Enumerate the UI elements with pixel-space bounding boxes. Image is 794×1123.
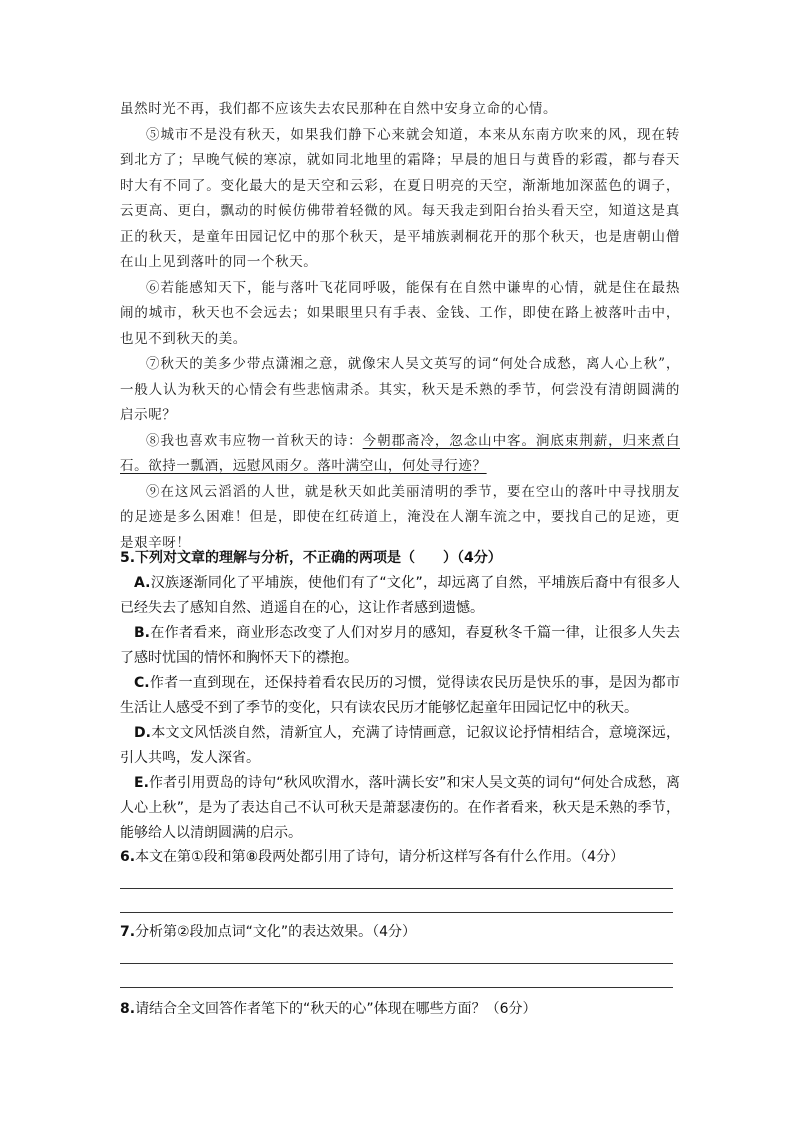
paragraph-6: ⑥若能感知天下，能与落叶飞花同呼吸，能保有在自然中谦卑的心情，就是住在最热闹的城市，秋天也不会远去；如果眼里只有手表、金钱、工作，即使在路上被落叶击中，也见不到秋天的美。 — [120, 279, 680, 347]
question-6-stem — [120, 845, 680, 870]
paragraph-5: ⑤城市不是没有秋天，如果我们静下心来就会知道，本来从东南方吹来的风，现在转到北方了；早晚气候的寒凉，就如同北地里的霜降；早晨的旭日与黄昏的彩霞，都与春天时大有不同了。变化最大的是天空和云彩，在夏日明亮的天空，渐渐地加深蓝色的调子，云更高、更白，飘动的时候仿佛带着轻微的风。每天我走到阳台抬头看天空，知道这是真正的秋天，是童年田园记忆中的那个秋天，是平埔族剥桐花开的那个秋天，也是唐朝山僧在山上见到落叶的同一个秋天。 — [120, 126, 680, 270]
option-e — [120, 771, 680, 846]
paragraph-continuation: 虽然时光不再，我们都不应该失去农民那种在自然中安身立命的心情。 — [120, 101, 558, 117]
option-letter: E. — [134, 775, 149, 791]
paragraph-8-lead: ⑧我也喜欢韦应物一首秋天的诗： — [146, 432, 363, 449]
question-8-text: 请结合全文回答作者笔下的“秋天的心”体现在哪些方面？（6分） — [135, 1001, 537, 1017]
option-text: 作者引用贾岛的诗句“秋风吹渭水，落叶满长安”和宋人吴文英的词句“何处合成愁，离人心上秋”，是为了表达自己不认可秋天是萧瑟凄伤的。在作者看来，秋天是禾熟的季节，能够给人以清朗圆满的启示。 — [120, 775, 680, 841]
question-number: 8. — [120, 1001, 136, 1017]
question-8-stem — [120, 997, 680, 1022]
question-7-stem — [120, 920, 680, 945]
question-5 — [120, 546, 680, 846]
question-8 — [120, 997, 680, 1022]
option-text: 作者一直到现在，还保持着看农民历的习惯，觉得读农民历是快乐的事，是因为都市生活让人感受不到了季节的变化，只有读农民历才能够忆起童年田园记忆中的秋天。 — [120, 675, 680, 716]
answer-line[interactable] — [120, 987, 673, 988]
question-7 — [120, 920, 680, 945]
question-5-stem — [120, 546, 680, 571]
option-letter: D. — [134, 725, 151, 741]
underlined-poem: 今朝郡斋冷，忽念山中客。涧底束荆薪，归来煮白石。欲持一瓢酒，远慰风雨夕。落叶满空山，何处寻行迹？ — [120, 432, 680, 474]
option-d — [120, 721, 680, 771]
question-number: 6. — [120, 849, 136, 865]
question-5-stem-text: 5.下列对文章的理解与分析，不正确的两项是（ ）（4分） — [120, 550, 502, 566]
option-letter: C. — [134, 675, 150, 691]
option-a — [120, 571, 680, 621]
option-b — [120, 621, 680, 671]
question-6-text: 本文在第①段和第⑧段两处都引用了诗句，请分析这样写各有什么作用。（4分） — [135, 849, 625, 865]
paragraph-7: ⑦秋天的美多少带点潇湘之意，就像宋人吴文英写的词“何处合成愁，离人心上秋”，一般人认为秋天的心情会有些悲恼肃杀。其实，秋天是禾熟的季节，何尝没有清朗圆满的启示呢？ — [120, 356, 680, 423]
option-letter: B. — [134, 625, 150, 641]
paragraph-8 — [120, 429, 680, 480]
question-7-text: 分析第②段加点词“文化”的表达效果。（4分） — [135, 924, 417, 940]
paragraph-9: ⑨在这风云滔滔的人世，就是秋天如此美丽清明的季节，要在空山的落叶中寻找朋友的足迹是多么困难！但是，即使在红砖道上，淹没在人潮车流之中，要找自己的足迹，更是艰辛呀！ — [120, 483, 680, 551]
question-6 — [120, 845, 680, 870]
option-text: 在作者看来，商业形态改变了人们对岁月的感知，春夏秋冬千篇一律，让很多人失去了感时忧国的情怀和胸怀天下的襟抱。 — [120, 625, 680, 666]
answer-line[interactable] — [120, 912, 673, 913]
answer-line[interactable] — [120, 963, 673, 964]
answer-line[interactable] — [120, 888, 673, 889]
option-letter: A. — [134, 575, 151, 591]
reading-passage — [120, 97, 680, 556]
option-c — [120, 671, 680, 721]
option-text: 本文文风恬淡自然，清新宜人，充满了诗情画意，记叙议论抒情相结合，意境深远，引人共鸣，发人深省。 — [120, 725, 680, 766]
question-number: 7. — [120, 924, 136, 940]
option-text: 汉族逐渐同化了平埔族，使他们有了“文化”，却远离了自然，平埔族后裔中有很多人已经失去了感知自然、逍遥自在的心，这让作者感到遗憾。 — [120, 575, 680, 616]
